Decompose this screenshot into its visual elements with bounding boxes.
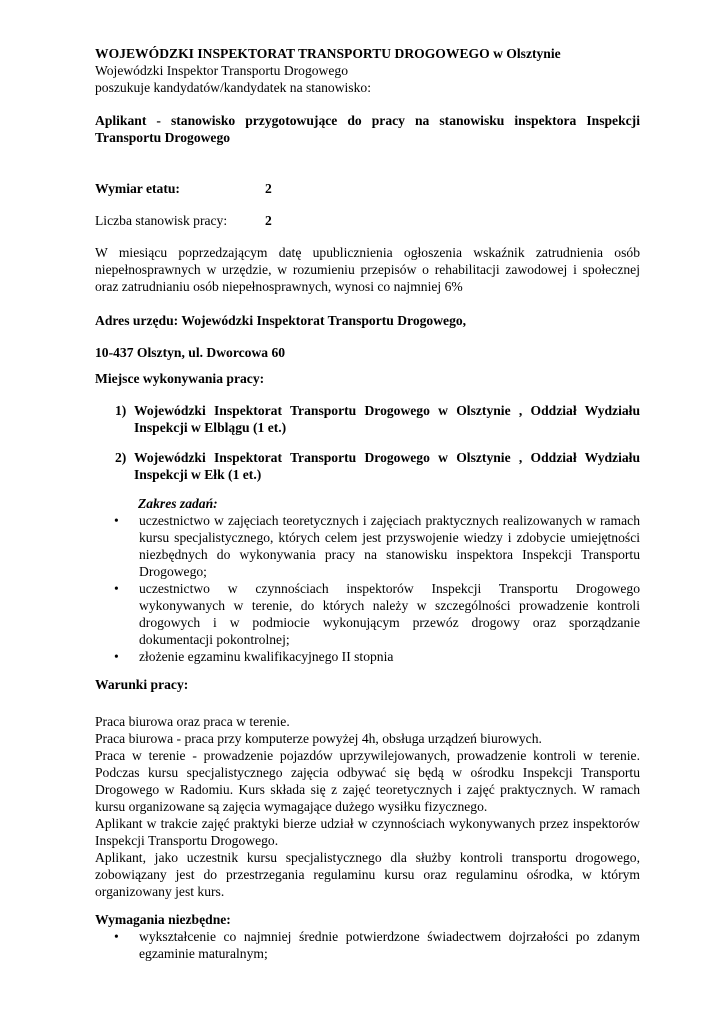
requirements-list	[95, 928, 640, 962]
bullet-icon: •	[114, 581, 119, 596]
recruiting-line: poszukuje kandydatów/kandydatek na stanowisko:	[95, 80, 371, 95]
work-place-label: Miejsce wykonywania pracy:	[95, 371, 265, 386]
work-place-list	[95, 402, 640, 483]
bullet-icon: •	[114, 649, 119, 664]
list-item	[95, 512, 640, 580]
inspector-line: Wojewódzki Inspektor Transportu Drogowego	[95, 63, 349, 78]
work-place-elk: Wojewódzki Inspektorat Transportu Drogowego w Olsztynie , Oddział Wydziału Inspekcji w Ełk (1 et.)	[134, 450, 640, 482]
work-place-elblag: Wojewódzki Inspektorat Transportu Drogowego w Olsztynie , Oddział Wydziału Inspekcji w Elblągu (1 et.)	[134, 403, 640, 435]
work-conditions-title: Warunki pracy:	[95, 677, 189, 692]
list-item	[95, 580, 640, 648]
work-conditions-p2: Praca biurowa - praca przy komputerze powyżej 4h, obsługa urządzeń biurowych.	[95, 731, 542, 746]
office-address-line2: 10-437 Olsztyn, ul. Dworcowa 60	[95, 345, 286, 360]
tasks-label: Zakres zadań:	[138, 496, 218, 511]
list-item	[95, 648, 640, 665]
inspectorate-title: WOJEWÓDZKI INSPEKTORAT TRANSPORTU DROGOWEGO w Olsztynie	[95, 46, 561, 61]
list-number: 2)	[115, 450, 127, 465]
wymiar-etatu-row	[95, 180, 640, 197]
task-text: uczestnictwo w zajęciach teoretycznych i zajęciach praktycznych realizowanych w ramach kursu specjalistycznego, których celem jest przyswojenie wiedzy i zdobycie umiejętności niezbędnych do wykonywania pracy na stanowisku inspektora Inspekcji Transportu Drogowego;	[139, 513, 640, 579]
work-conditions-p3: Praca w terenie - prowadzenie pojazdów uprzywilejowanych, prowadzenie kontroli w terenie. Podczas kursu specjalistycznego zajęcia odbywać się będą w ośrodku Inspekcji Transportu Drogowego w Radomiu. Kurs składa się z zajęć teoretycznych i zajęć praktycznych. W ramach kursu organizowane są zajęcia wymagające dużego wysiłku fizycznego.	[95, 748, 640, 814]
list-item	[95, 402, 640, 436]
work-conditions-p5: Aplikant, jako uczestnik kursu specjalistycznego dla służby kontroli transportu drogowego, zobowiązany jest do przestrzegania regulaminu kursu oraz regulaminu ośrodka, w którym organizowany jest kurs.	[95, 850, 640, 899]
tasks-list	[95, 512, 640, 665]
bullet-icon: •	[114, 929, 119, 944]
requirement-text: wykształcenie co najmniej średnie potwierdzone świadectwem dojrzałości po zdanym egzaminie maturalnym;	[139, 929, 640, 961]
liczba-stanowisk-value: 2	[265, 213, 272, 228]
wymiar-etatu-label: Wymiar etatu:	[95, 181, 180, 196]
task-text: uczestnictwo w czynnościach inspektorów Inspekcji Transportu Drogowego wykonywanych w terenie, do których należy w szczególności prowadzenie kontroli drogowych i w podmiocie wykonującym przewóz drogowy oraz sporządzanie dokumentacji pokontrolnej;	[139, 581, 640, 647]
wymiar-etatu-value: 2	[265, 181, 272, 196]
work-conditions-p1: Praca biurowa oraz praca w terenie.	[95, 714, 290, 729]
list-number: 1)	[115, 403, 127, 418]
bullet-icon: •	[114, 513, 119, 528]
liczba-stanowisk-label: Liczba stanowisk pracy:	[95, 213, 228, 228]
list-item	[95, 449, 640, 483]
work-conditions-body	[95, 713, 640, 900]
requirements-title: Wymagania niezbędne:	[95, 912, 231, 927]
liczba-stanowisk-row	[95, 212, 640, 229]
disability-quota-paragraph: W miesiącu poprzedzającym datę upublicznienia ogłoszenia wskaźnik zatrudnienia osób niepełnosprawnych w urzędzie, w rozumieniu przepisów o rehabilitacji zawodowej i społecznej oraz zatrudnianiu osób niepełnosprawnych, wynosi co najmniej 6%	[95, 245, 640, 294]
work-conditions-p4: Aplikant w trakcie zajęć praktyki bierze udział w czynnościach wykonywanych przez inspektorów Inspekcji Transportu Drogowego.	[95, 816, 640, 848]
position-title: Aplikant - stanowisko przygotowujące do pracy na stanowisku inspektora Inspekcji Transportu Drogowego	[95, 113, 640, 145]
job-announcement	[95, 45, 640, 962]
task-text: złożenie egzaminu kwalifikacyjnego II stopnia	[139, 649, 394, 664]
office-address-line1: Adres urzędu: Wojewódzki Inspektorat Transportu Drogowego,	[95, 313, 467, 328]
list-item	[95, 928, 640, 962]
